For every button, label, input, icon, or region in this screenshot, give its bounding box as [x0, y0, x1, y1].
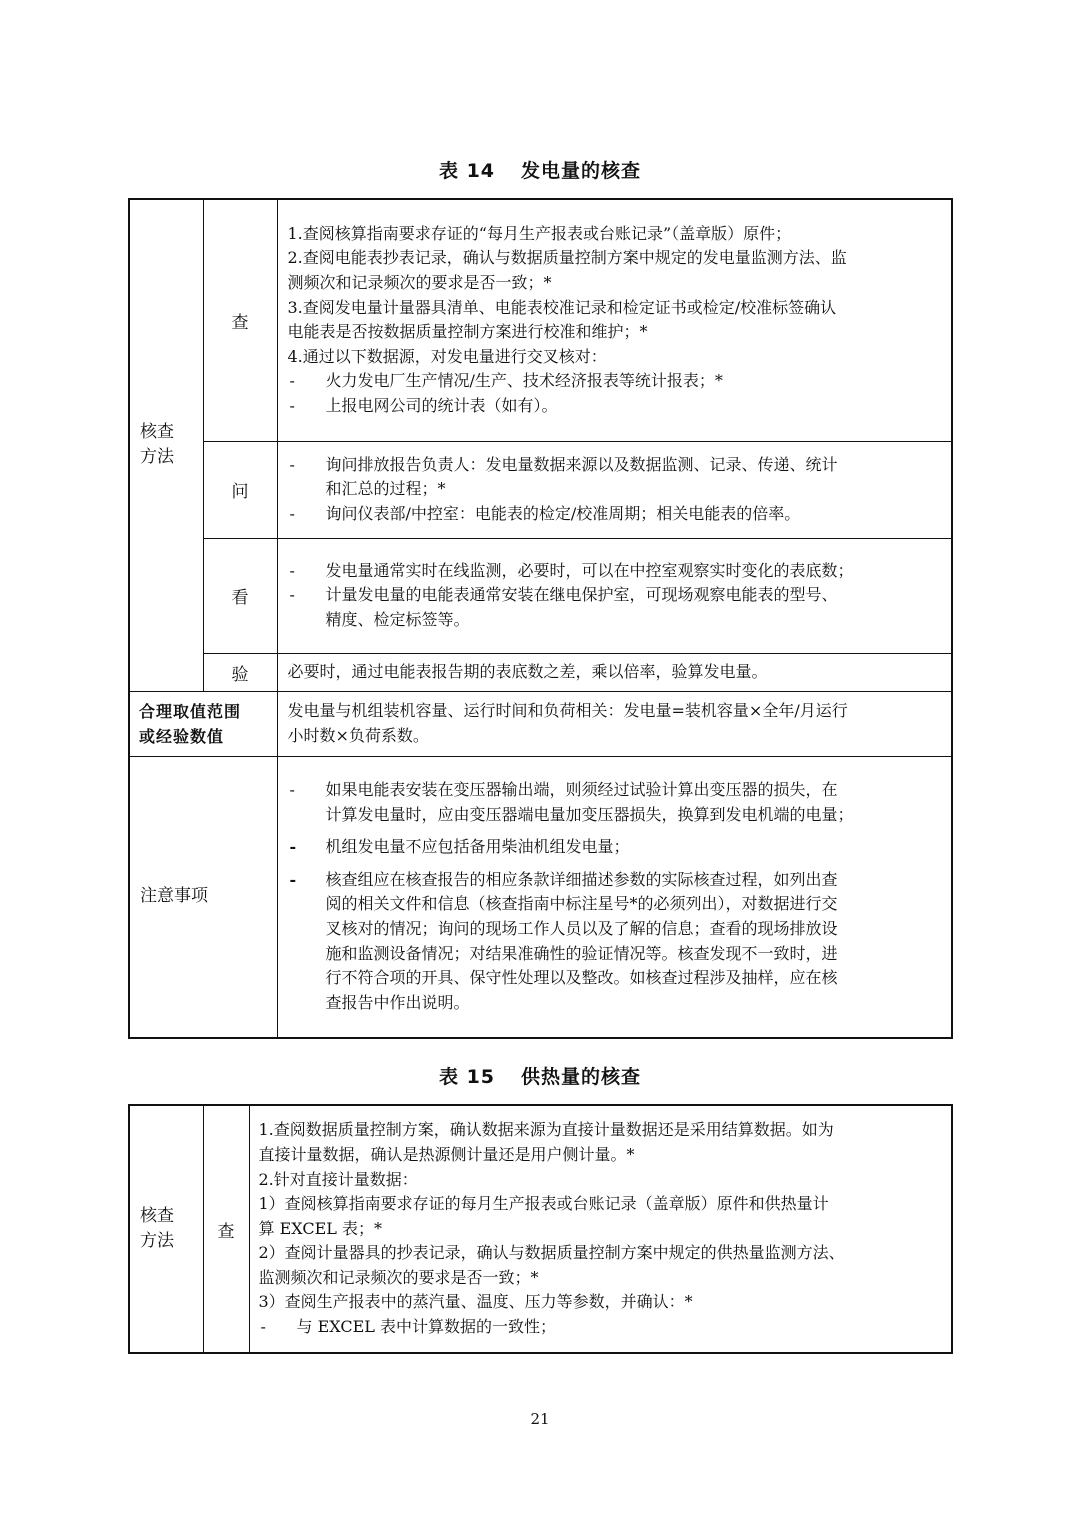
table14-number: 表 14	[438, 160, 496, 182]
t15-method-label-line1: 核查	[140, 1206, 174, 1226]
t15-check-line: 2）查阅计量器具的抄表记录，确认与数据质量控制方案中规定的供热量监测方法、	[258, 1243, 845, 1263]
range-content	[277, 691, 952, 756]
t15-method-label-cell	[129, 1105, 203, 1353]
check-line: 4.通过以下数据源，对发电量进行交叉核对：	[287, 346, 607, 366]
t15-check-content	[249, 1105, 952, 1353]
notes-label: 注意事项	[129, 756, 277, 1038]
range-label-line1: 合理取值范围	[139, 701, 242, 721]
t15-check-line: 1）查阅核算指南要求存证的每月生产报表或台账记录（盖章版）原件和供热量计	[258, 1194, 829, 1214]
t15-method-label-line2: 方法	[140, 1231, 174, 1251]
table14-title	[0, 156, 1080, 183]
notes-item-3-line: 叉核对的情况；询问的现场工作人员以及了解的信息；查看的现场排放设	[325, 919, 838, 939]
notes-item-3-line: 查报告中作出说明。	[325, 992, 470, 1012]
t15-check-line: 算 EXCEL 表；*	[258, 1218, 383, 1238]
method-label-line2: 方法	[140, 447, 174, 468]
t15-check-line: 直接计量数据，确认是热源侧计量还是用户侧计量。*	[258, 1144, 635, 1164]
table15-number: 表 15	[438, 1066, 496, 1088]
method-label-cell	[129, 199, 203, 691]
t15-check-line: 监测频次和记录频次的要求是否一致；*	[258, 1267, 539, 1287]
ask-content	[277, 441, 952, 538]
notes-item-1-line2: 计算发电量时，应由变压器端电量加变压器损失，换算到发电机端的电量；	[325, 804, 854, 824]
table15	[128, 1104, 953, 1354]
verify-label: 验	[203, 653, 277, 691]
ask-label: 问	[203, 441, 277, 538]
notes-item-1-line1: - 如果电能表安装在变压器输出端，则须经过试验计算出变压器的损失，在	[288, 778, 943, 803]
range-line: 发电量与机组装机容量、运行时间和负荷相关：发电量=装机容量×全年/月运行	[287, 700, 848, 720]
method-label-line1: 核查	[140, 422, 174, 443]
t15-check-line: 1.查阅数据质量控制方案，确认数据来源为直接计量数据还是采用结算数据。如为	[258, 1120, 834, 1140]
check-dash-item: - 火力发电厂生产情况/生产、技术经济报表等统计报表；*	[288, 369, 943, 394]
check-dash-item: - 上报电网公司的统计表（如有）。	[288, 394, 943, 419]
t15-check-label: 查	[203, 1105, 249, 1353]
page-number: 21	[530, 1410, 550, 1428]
notes-item-2: ‑ 机组发电量不应包括备用柴油机组发电量；	[288, 835, 943, 860]
check-content	[277, 199, 952, 441]
check-line: 测频次和记录频次的要求是否一致；*	[287, 273, 552, 293]
check-line: 3.查阅发电量计量器具清单、电能表校准记录和检定证书或检定/校准标签确认	[287, 297, 837, 317]
look-item-2-line1: - 计量发电量的电能表通常安装在继电保护室，可现场观察电能表的型号、	[288, 583, 943, 608]
table15-title-text: 供热量的核查	[521, 1066, 642, 1088]
t15-check-line: 2.针对直接计量数据：	[258, 1169, 418, 1189]
table14	[128, 198, 953, 1039]
notes-item-3-line: 施和监测设备情况；对结果准确性的验证情况等。核查发现不一致时，进	[325, 943, 838, 963]
table14-title-text: 发电量的核查	[521, 160, 642, 182]
t15-check-dash-item: - 与 EXCEL 表中计算数据的一致性；	[259, 1315, 944, 1340]
look-label: 看	[203, 538, 277, 653]
range-label-line2: 或经验数值	[139, 726, 225, 746]
range-label-cell	[129, 691, 277, 756]
look-content	[277, 538, 952, 653]
range-line: 小时数×负荷系数。	[287, 725, 429, 745]
ask-item-1-line1: - 询问排放报告负责人：发电量数据来源以及数据监测、记录、传递、统计	[288, 453, 943, 478]
look-item-2-line2: 精度、检定标签等。	[325, 609, 470, 629]
check-line: 2.查阅电能表抄表记录，确认与数据质量控制方案中规定的发电量监测方法、监	[287, 248, 847, 268]
check-line: 1.查阅核算指南要求存证的“每月生产报表或台账记录”（盖章版）原件；	[287, 223, 792, 243]
check-label: 查	[203, 199, 277, 441]
check-line: 电能表是否按数据质量控制方案进行校准和维护；*	[287, 322, 648, 342]
notes-content	[277, 756, 952, 1038]
verify-content: 必要时，通过电能表报告期的表底数之差，乘以倍率，验算发电量。	[277, 653, 952, 691]
t15-check-line: 3）查阅生产报表中的蒸汽量、温度、压力等参数，并确认：*	[258, 1292, 693, 1312]
notes-item-3-line: 行不符合项的开具、保守性处理以及整改。如核查过程涉及抽样，应在核	[325, 968, 838, 988]
table15-title	[0, 1062, 1080, 1089]
ask-item-1-line2: 和汇总的过程；*	[325, 479, 446, 499]
look-item-1: - 发电量通常实时在线监测，必要时，可以在中控室观察实时变化的表底数；	[288, 559, 943, 584]
notes-item-3-line: 阅的相关文件和信息（核查指南中标注星号*的必须列出），对数据进行交	[325, 894, 838, 914]
notes-item-3-line1: ‑ 核查组应在核查报告的相应条款详细描述参数的实际核查过程，如列出查	[288, 868, 943, 893]
ask-item-2: - 询问仪表部/中控室：电能表的检定/校准周期；相关电能表的倍率。	[288, 502, 943, 527]
